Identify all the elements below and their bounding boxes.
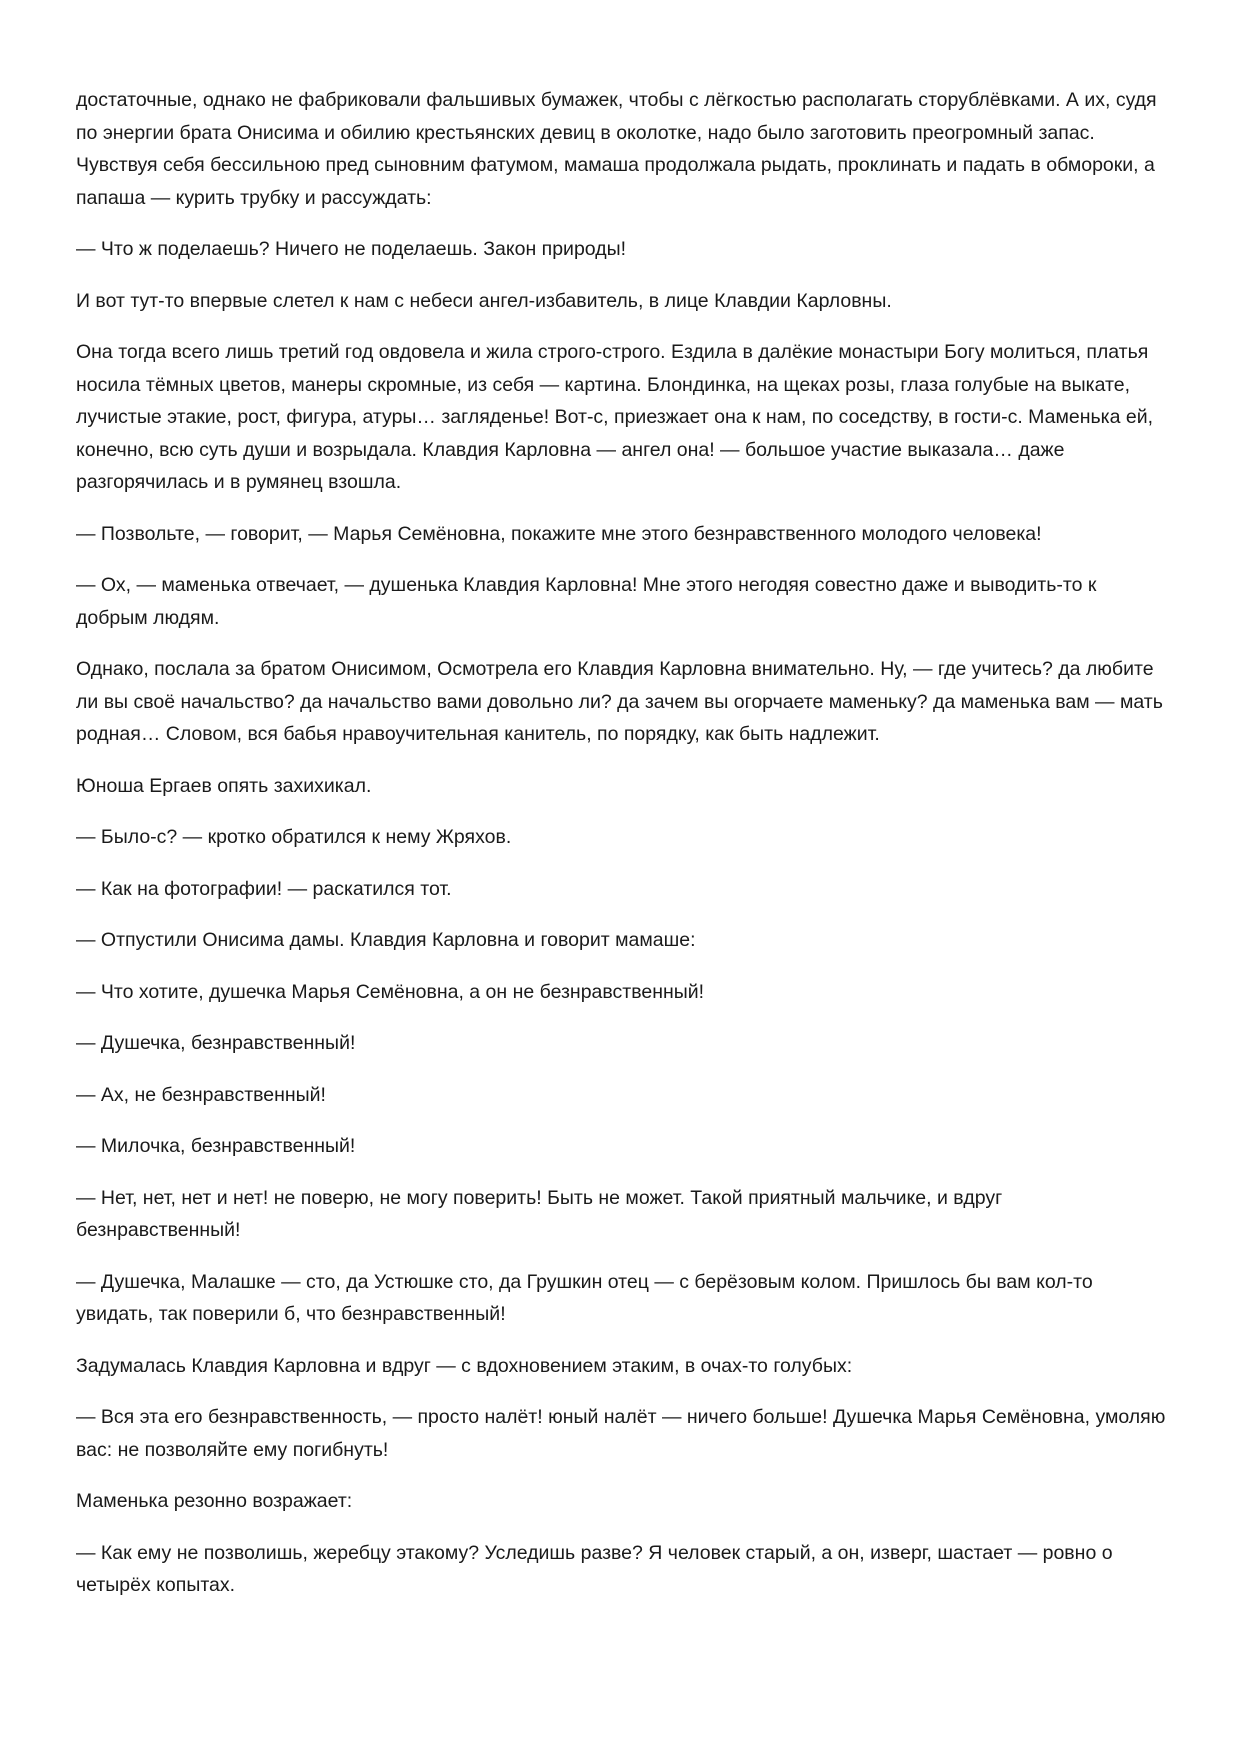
paragraph-17: — Душечка, Малашке — сто, да Устюшке сто, да Грушкин отец — с берёзовым колом. Пришлось бы вам кол-то увидать, так поверили б, что безнравственный! <box>76 1270 1093 1325</box>
paragraph-14: — Ах, не безнравственный! <box>76 1083 326 1106</box>
paragraph-7: Однако, послала за братом Онисимом, Осмотрела его Клавдия Карловна внимательно. Ну, — где учитесь? да любите ли вы своё начальство? да начальство вами довольно ли? да зачем вы огорчаете маменьку? да маменька вам — мать родная… Словом, вся бабья нравоучительная канитель, по порядку, как быть надлежит. <box>76 658 1163 745</box>
document-page <box>76 84 1166 1621</box>
paragraph-15: — Милочка, безнравственный! <box>76 1135 356 1157</box>
paragraph-13: — Душечка, безнравственный! <box>76 1032 356 1054</box>
paragraph-5: — Позвольте, — говорит, — Марья Семёновна, покажите мне этого безнравственного молодого человека! <box>76 522 1042 545</box>
paragraph-2: — Что ж поделаешь? Ничего не поделаешь. Закон природы! <box>76 238 627 260</box>
paragraph-3: И вот тут-то впервые слетел к нам с небеси ангел-избавитель, в лице Клавдии Карловны. <box>76 289 892 312</box>
paragraph-11: — Отпустили Онисима дамы. Клавдия Карловна и говорит мамаше: <box>76 929 696 951</box>
paragraph-18: Задумалась Клавдия Карловна и вдруг — с вдохновением этаким, в очах-то голубых: <box>76 1354 853 1377</box>
paragraph-8: Юноша Ергаев опять захихикал. <box>76 774 372 797</box>
paragraph-6: — Ох, — маменька отвечает, — душенька Клавдия Карловна! Мне этого негодяя совестно даже и выводить-то к добрым людям. <box>76 574 1097 629</box>
paragraph-21: — Как ему не позволишь, жеребцу этакому? Уследишь разве? Я человек старый, а он, изверг, шастает — ровно о четырёх копытах. <box>76 1541 1113 1596</box>
paragraph-12: — Что хотите, душечка Марья Семёновна, а он не безнравственный! <box>76 980 705 1003</box>
paragraph-19: — Вся эта его безнравственность, — просто налёт! юный налёт — ничего больше! Душечка Марья Семёновна, умоляю вас: не позволяйте ему погибнуть! <box>76 1406 1166 1461</box>
paragraph-16: — Нет, нет, нет и нет! не поверю, не могу поверить! Быть не может. Такой приятный мальчике, и вдруг безнравственный! <box>76 1186 1003 1241</box>
paragraph-20: Маменька резонно возражает: <box>76 1490 353 1512</box>
paragraph-1: достаточные, однако не фабриковали фальшивых бумажек, чтобы с лёгкостью располагать сторублёвками. А их, судя по энергии брата Онисима и обилию крестьянских девиц в околотке, надо было заготовить преогромный запас. Чувствуя себя бессильною пред сыновним фатумом, мамаша продолжала рыдать, проклинать и падать в обмороки, а папаша — курить трубку и рассуждать: <box>76 89 1157 209</box>
paragraph-9: — Было-с? — кротко обратился к нему Жряхов. <box>76 826 512 848</box>
paragraph-4: Она тогда всего лишь третий год овдовела и жила строго-строго. Ездила в далёкие монастыри Богу молиться, платья носила тёмных цветов, манеры скромные, из себя — картина. Блондинка, на щеках розы, глаза голубые на выкате, лучистые этакие, рост, фигура, атуры… загляденье! Вот-с, приезжает она к нам, по соседству, в гости-с. Маменька ей, конечно, всю суть души и возрыдала. Клавдия Карловна — ангел она! — большое участие выказала… даже разгорячилась и в румянец взошла. <box>76 341 1154 493</box>
paragraph-10: — Как на фотографии! — раскатился тот. <box>76 877 452 900</box>
